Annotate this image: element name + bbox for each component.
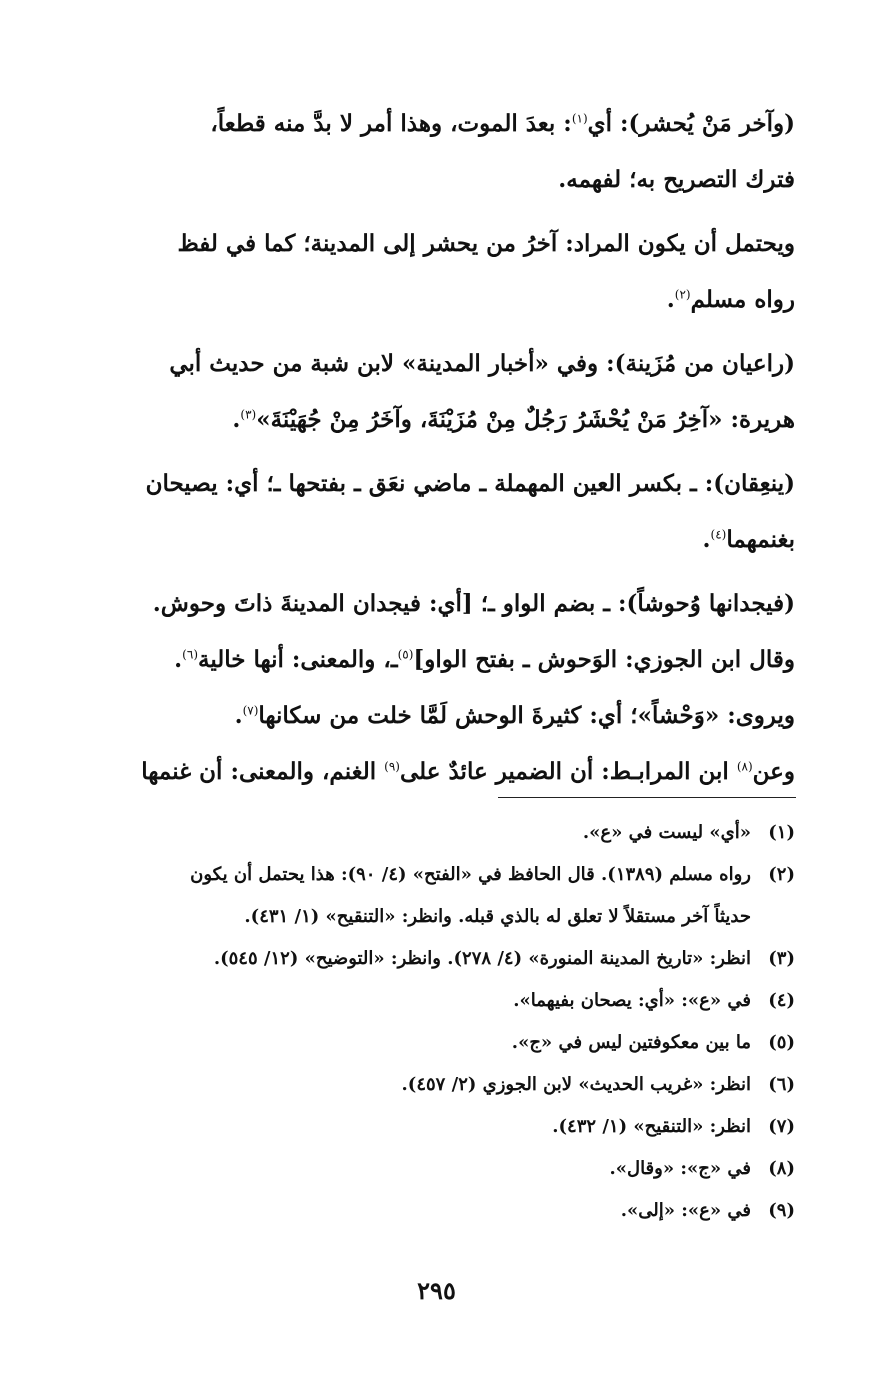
text-segment: . — [174, 646, 183, 673]
text-segment: (فيجدانها وُحوشاً): ـ بضم الواو ـ؛ [أي: فيجدان المدينةَ ذاتَ وحوش. — [152, 590, 795, 617]
footnote-line: انظر: «غريب الحديث» لابن الجوزي (٢/ ٤٥٧). — [401, 1074, 751, 1095]
footnote-line: «أي» ليست في «ع». — [582, 822, 751, 843]
paragraph — [77, 336, 795, 448]
text-line — [77, 744, 795, 800]
footnote-reference: (٩) — [384, 759, 400, 774]
footnote-number: (٧) — [768, 1116, 795, 1137]
text-line — [77, 216, 795, 272]
paragraph — [77, 456, 795, 568]
footnote-line: انظر: «التنقيح» (١/ ٤٣٢). — [552, 1116, 751, 1137]
footnote-line: في «ع»: «أي: يصحان بفيهما». — [513, 990, 751, 1011]
footnote-number: (٤) — [768, 990, 795, 1011]
text-segment: (وآخر مَنْ يُحشر): أي — [587, 110, 795, 137]
text-line — [77, 336, 795, 392]
text-line — [77, 688, 795, 744]
footnote-text — [77, 1190, 751, 1232]
text-segment: فترك التصريح به؛ لفهمه. — [558, 166, 795, 193]
paragraph — [77, 576, 795, 800]
paragraph — [77, 96, 795, 208]
text-segment: : بعدَ الموت، وهذا أمر لا بدَّ منه قطعاً، — [210, 110, 572, 137]
footnote-reference: (٣) — [240, 407, 257, 422]
footnote-text — [77, 1148, 751, 1190]
text-segment: وقال ابن الجوزي: الوَحوش ـ بفتح الواو] — [413, 646, 795, 673]
footnote-number: (٥) — [768, 1032, 795, 1053]
footnote — [77, 938, 795, 980]
footnote-text — [77, 1106, 751, 1148]
text-segment: (راعيان من مُزَينة): وفي «أخبار المدينة» لابن شبة من حديث أبي — [169, 350, 795, 377]
footnote-line: في «ع»: «إلى». — [620, 1200, 751, 1221]
footnote-text — [77, 812, 751, 854]
text-segment: . — [234, 702, 243, 729]
text-segment: وعن — [752, 758, 795, 785]
footnote-number: (١) — [768, 822, 795, 843]
footnote-line: انظر: «تاريخ المدينة المنورة» (٤/ ٢٧٨). وانظر: «التوضيح» (١٢/ ٥٤٥). — [213, 948, 751, 969]
text-line — [77, 576, 795, 632]
footnote — [77, 1064, 795, 1106]
text-line — [77, 456, 795, 512]
page-number: ٢٩٥ — [417, 1276, 456, 1305]
footnote-number: (٦) — [768, 1074, 795, 1095]
footnote-line: ما بين معكوفتين ليس في «ج». — [511, 1032, 751, 1053]
footnote-text — [77, 980, 751, 1022]
footnote-reference: (٨) — [736, 759, 753, 774]
footnote — [77, 1190, 795, 1232]
main-text — [77, 96, 795, 808]
footnote-reference: (٦) — [182, 647, 198, 662]
text-segment: بغنمهما — [726, 526, 795, 553]
text-line — [77, 632, 795, 688]
footnote-text — [77, 854, 751, 938]
footnote-line: رواه مسلم (١٣٨٩). قال الحافظ في «الفتح» (٤/ ٩٠): هذا يحتمل أن يكون — [190, 864, 751, 885]
footnote — [77, 812, 795, 854]
footnote-number: (٨) — [768, 1158, 795, 1179]
footnote-number: (٩) — [768, 1200, 795, 1221]
footnote-line: في «ج»: «وقال». — [609, 1158, 751, 1179]
footnotes — [77, 812, 795, 1232]
text-line — [77, 392, 795, 448]
footnote — [77, 1106, 795, 1148]
footnote-text — [77, 1064, 751, 1106]
text-segment: . — [232, 406, 241, 433]
footnote-separator — [498, 797, 796, 798]
footnote — [77, 854, 795, 938]
text-line — [77, 96, 795, 152]
footnote-number: (٢) — [768, 864, 795, 885]
footnote-number: (٣) — [768, 948, 795, 969]
text-line — [77, 272, 795, 328]
footnote — [77, 1148, 795, 1190]
text-line — [77, 512, 795, 568]
text-segment: . — [702, 526, 711, 553]
footnote-line: حديثاً آخر مستقلاً لا تعلق له بالذي قبله. وانظر: «التنقيح» (١/ ٤٣١). — [244, 906, 751, 927]
text-segment: ويحتمل أن يكون المراد: آخرُ من يحشر إلى المدينة؛ كما في لفظ — [177, 230, 795, 257]
footnote-reference: (٥) — [397, 647, 414, 662]
footnote-reference: (٧) — [242, 703, 259, 718]
footnote-reference: (٢) — [674, 287, 691, 302]
footnote — [77, 980, 795, 1022]
footnote — [77, 1022, 795, 1064]
text-segment: هريرة: «آخِرُ مَنْ يُحْشَرُ رَجُلٌ مِنْ مُزَيْنَةَ، وآخَرُ مِنْ جُهَيْنَةَ» — [256, 406, 795, 433]
footnote-reference: (٤) — [710, 527, 727, 542]
text-segment: . — [666, 286, 675, 313]
text-line — [77, 152, 795, 208]
text-segment: رواه مسلم — [690, 286, 795, 313]
paragraph — [77, 216, 795, 328]
text-segment: ابن المرابـط: أن الضمير عائدٌ على — [399, 758, 737, 785]
text-segment: الغنم، والمعنى: أن غنمها — [141, 758, 385, 785]
text-segment: (ينعِقان): ـ بكسر العين المهملة ـ ماضي نعَق ـ بفتحها ـ؛ أي: يصيحان — [145, 470, 795, 497]
text-segment: ـ، والمعنى: أنها خالية — [198, 646, 398, 673]
footnote-reference: (١) — [571, 111, 588, 126]
text-segment: ويروى: «وَحْشاً»؛ أي: كثيرةَ الوحش لَمَّا خلت من سكانها — [258, 702, 795, 729]
footnote-text — [77, 938, 751, 980]
footnote-text — [77, 1022, 751, 1064]
